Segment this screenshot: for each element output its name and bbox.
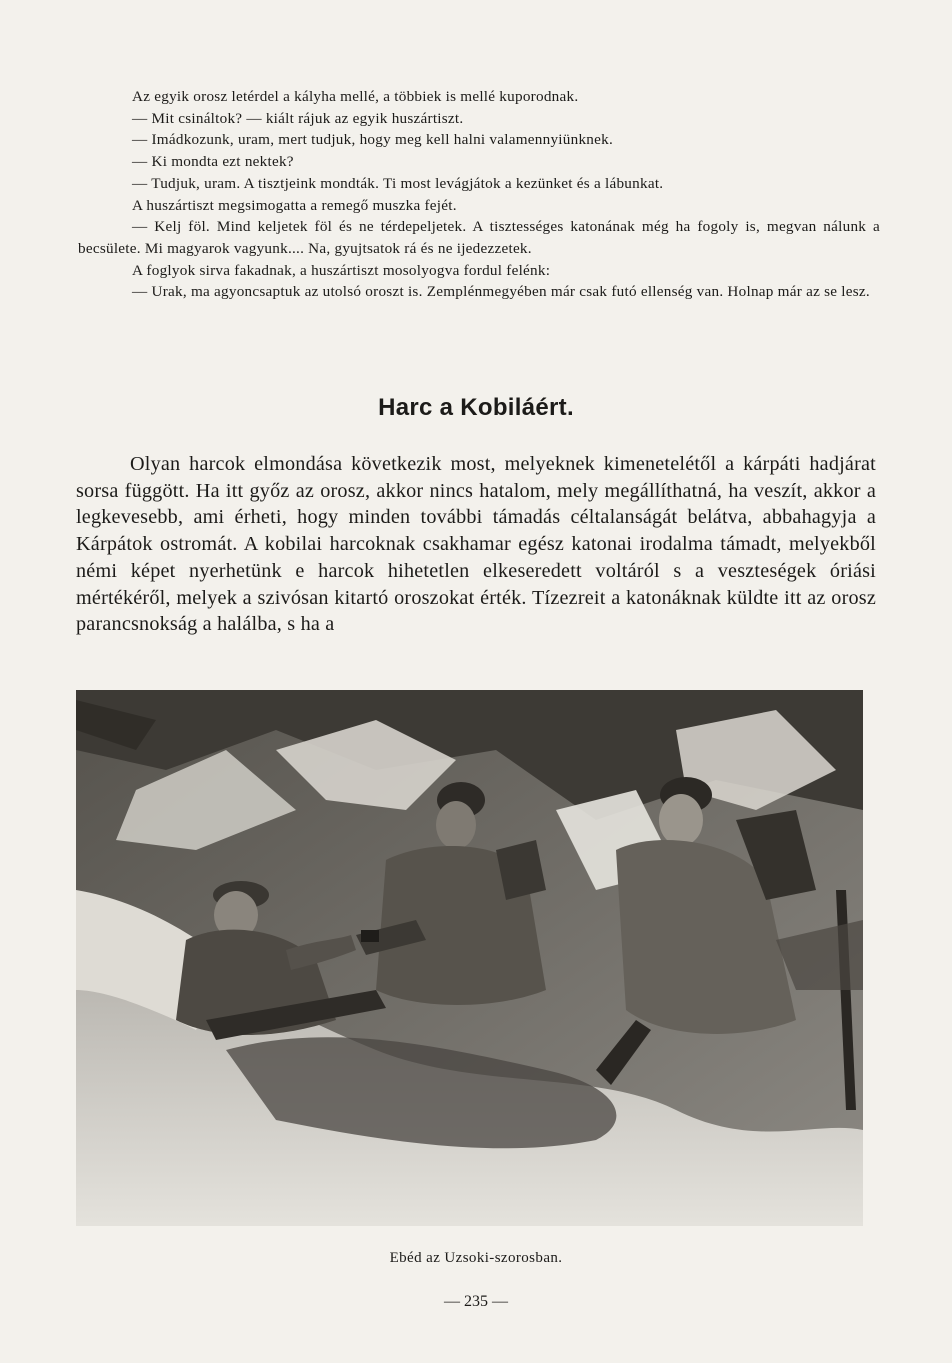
photograph [76,690,863,1226]
photograph-illustration [76,690,863,1226]
dialogue-line: — Kelj föl. Mind keljetek föl és ne térdepeljetek. A tisztességes katonának még ha fogoly is, megvan nálunk a becsülete. Mi magyarok vagyunk.... Na, gyujtsatok rá és ne ijedezzetek. [78,218,880,257]
paragraph: Az egyik orosz letérdel a kályha mellé, a többiek is mellé kuporodnak. [132,88,579,105]
page-number: — 235 — [444,1293,508,1310]
dialogue-line: — Ki mondta ezt nektek? [132,153,294,171]
paragraph: A huszártiszt megsimogatta a remegő muszka fejét. [132,196,457,214]
opening-passage [78,86,880,303]
photo-caption: Ebéd az Uzsoki-szorosban. [389,1250,563,1266]
dialogue-line: — Urak, ma agyoncsaptuk az utolsó oroszt is. Zemplénmegyében már csak futó ellenség van. Holnap már az se lesz. [132,283,870,301]
section-title: Harc a Kobiláért. [378,394,574,421]
paragraph: Olyan harcok elmondása következik most, melyeknek kimenetelétől a kárpáti hadjárat sorsa függött. Ha itt győz az orosz, akkor nincs hatalom, mely megállíthatná, ha veszít, akkor a legkevesebb, ami érheti, hogy minden további támadás céltalanságát belátva, abbahagyja a Kárpátok ostromát. A kobilai harcoknak csakhamar egész katonai irodalma támadt, melyekből némi képet nyerhetünk e harcok hihetetlen elkeseredett voltáról s a veszteségek óriási mértékéről, melyek a szivósan kitartó oroszokat érték. Tízezreit a katonáknak küldte itt az orosz parancsnokság a halálba, s ha a [76,453,876,636]
paragraph: A foglyok sirva fakadnak, a huszártiszt mosolyogva fordul felénk: [132,261,551,279]
dialogue-line: — Imádkozunk, uram, mert tudjuk, hogy meg kell halni valamennyiünknek. [132,131,614,149]
dialogue-line: — Mit csináltok? — kiált rájuk az egyik huszártiszt. [132,109,464,127]
dialogue-line: — Tudjuk, uram. A tisztjeink mondták. Ti most levágjátok a kezünket és a lábunkat. [132,174,664,192]
section-body [76,451,876,638]
